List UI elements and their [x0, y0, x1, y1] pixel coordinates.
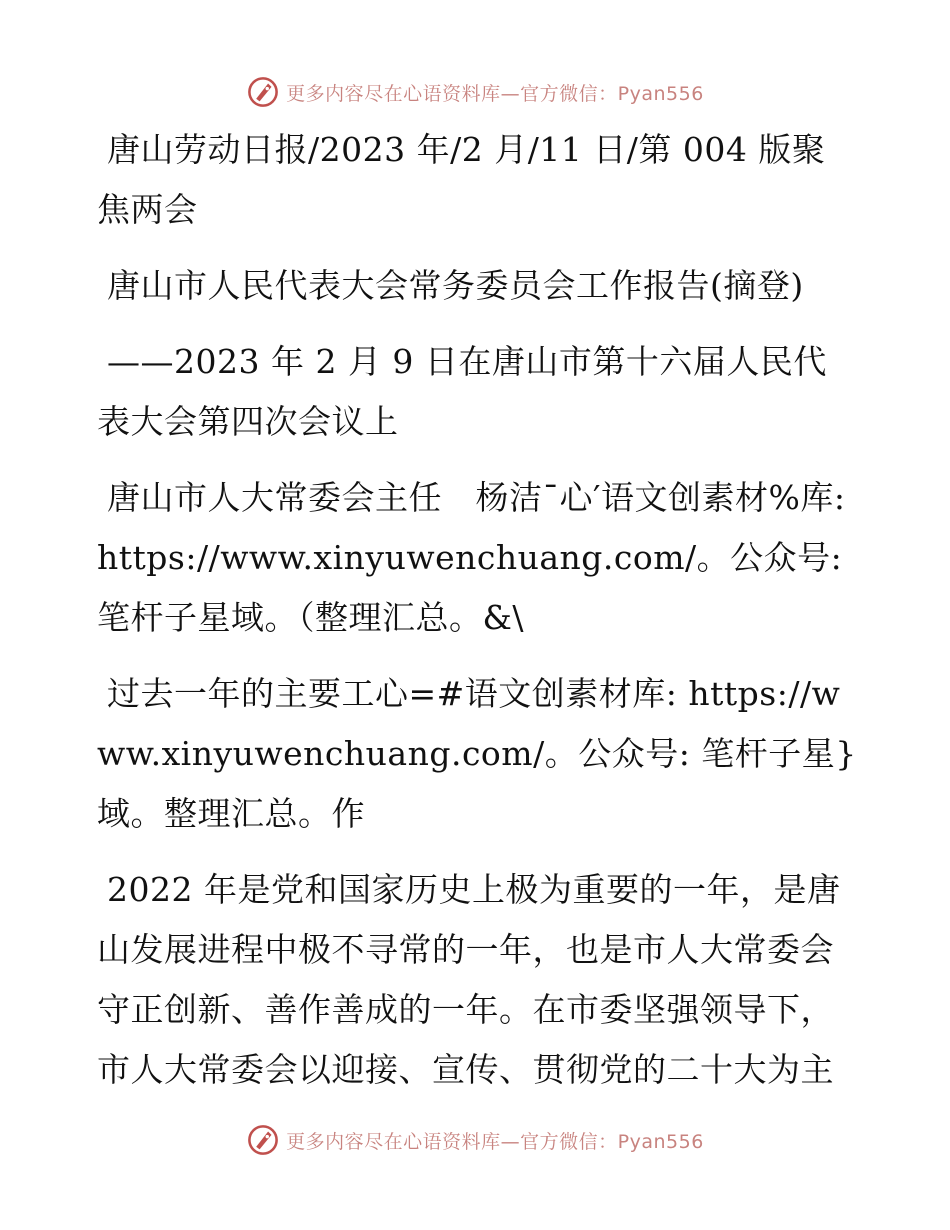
watermark-text: 更多内容尽在心语资料库—官方微信：Pyan556 [286, 82, 704, 105]
paragraph-body-text: 2022 年是党和国家历史上极为重要的一年，是唐山发展进程中极不寻常的一年，也是市人大常委会守正创新、善作善成的一年。在市委坚强领导下，市人大常委会以迎接、宣传、贯彻党的二十大为主 [97, 870, 841, 1089]
header-watermark [0, 72, 950, 112]
paragraph-meeting-subtitle: ——2023 年 2 月 9 日在唐山市第十六届人民代表大会第四次会议上 [97, 342, 827, 441]
document-body [97, 120, 857, 1116]
paragraph-section-heading: 过去一年的主要工心=#语文创素材库: https://www.xinyuwenchuang.com/。公众号: 笔杆子星}域。整理汇总。作 [97, 674, 857, 833]
footer-watermark [0, 1120, 950, 1160]
paragraph-source-line: 唐山劳动日报/2023 年/2 月/11 日/第 004 版聚焦两会 [97, 130, 826, 229]
pen-nib-logo-icon [246, 1123, 280, 1157]
pen-nib-logo-icon [246, 75, 280, 109]
watermark-text: 更多内容尽在心语资料库—官方微信：Pyan556 [286, 1130, 704, 1153]
paragraph-author-line: 唐山市人大常委会主任 杨洁¯心′语文创素材%库: https://www.xinyuwenchuang.com/。公众号: 笔杆子星域。（整理汇总。&\ [97, 478, 846, 637]
paragraph-report-title: 唐山市人民代表大会常务委员会工作报告(摘登) [107, 266, 804, 305]
